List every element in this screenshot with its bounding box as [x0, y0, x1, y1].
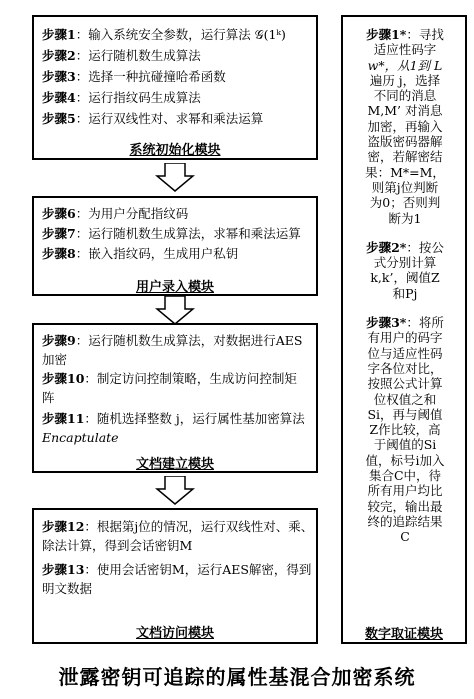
step-12-cont: 除法计算，得到会话密钥M — [42, 538, 193, 553]
module-document-access — [32, 508, 318, 644]
step-9: 步骤9：运行随机数生成算法，对数据进行AES — [42, 333, 303, 348]
figure-title: 泄露密钥可追踪的属性基混合加密系统 — [58, 665, 416, 689]
module-title-system-init: 系统初始化模块 — [129, 143, 221, 158]
step-12: 步骤12：根据第j位的情况，运行双线性对、乘、 — [42, 519, 314, 534]
step-2: 步骤2：运行随机数生成算法 — [42, 48, 201, 63]
step-11: 步骤11：随机选择整数 j，运行属性基加密算法 — [42, 411, 305, 426]
module-title-user-enroll: 用户录入模块 — [135, 280, 214, 295]
step-10-cont: 阵 — [42, 390, 55, 405]
module-system-init — [32, 15, 318, 160]
step-13: 步骤13：使用会话密钥M，运行AES解密，得到 — [42, 562, 312, 577]
step-3: 步骤3：选择一种抗碰撞哈希函数 — [42, 69, 226, 84]
forensics-step-3: 步骤3*：将所 有用户的码字 位与适应性码 字各位对比， 按照公式计算 位权值之和 Si，再与阈值 Z作比较，高 于阈值的Si 值，标号i加入 集合C中，待 所有用户均比 较完，输出最 终的追踪结果 C — [365, 315, 445, 545]
module-document-create — [32, 323, 318, 473]
step-7: 步骤7：运行随机数生成算法，求幂和乘法运算 — [42, 226, 301, 241]
step-6: 步骤6：为用户分配指纹码 — [42, 206, 189, 221]
flow-arrow-3 — [155, 476, 195, 506]
step-1: 步骤1：输入系统安全参数，运行算法 𝒢(1ᵏ) — [42, 27, 286, 42]
step-13-cont: 明文数据 — [42, 581, 93, 596]
flow-arrow-2 — [155, 296, 195, 326]
forensics-step-2: 步骤2*：按公 式分别计算 k,k’，阈值Z 和Pj — [366, 239, 444, 301]
step-11-cont: Encaptulate — [42, 430, 119, 445]
step-9-cont: 加密 — [42, 352, 68, 367]
module-title-digital-forensics: 数字取证模块 — [364, 627, 443, 642]
step-5: 步骤5：运行双线性对、求幂和乘法运算 — [42, 111, 264, 126]
forensics-step-1: 步骤1*：寻找 适应性码字 w*，从1到 L 遍历 j，选择 不同的消息 M,M’ 对消息 加密，再输入 盗版密码器解 密，若解密结 果：M*=M， 则第j位判断 为0；否则判 断为1 — [365, 27, 445, 226]
step-4: 步骤4：运行指纹码生成算法 — [42, 90, 201, 105]
module-user-enroll — [32, 196, 318, 296]
flow-arrow-1 — [155, 163, 195, 193]
module-title-document-access: 文档访问模块 — [135, 626, 214, 641]
step-10: 步骤10：制定访问控制策略，生成访问控制矩 — [42, 371, 297, 386]
module-title-document-create: 文档建立模块 — [135, 457, 214, 472]
module-digital-forensics — [341, 15, 467, 644]
step-8: 步骤8：嵌入指纹码，生成用户私钥 — [42, 246, 239, 261]
